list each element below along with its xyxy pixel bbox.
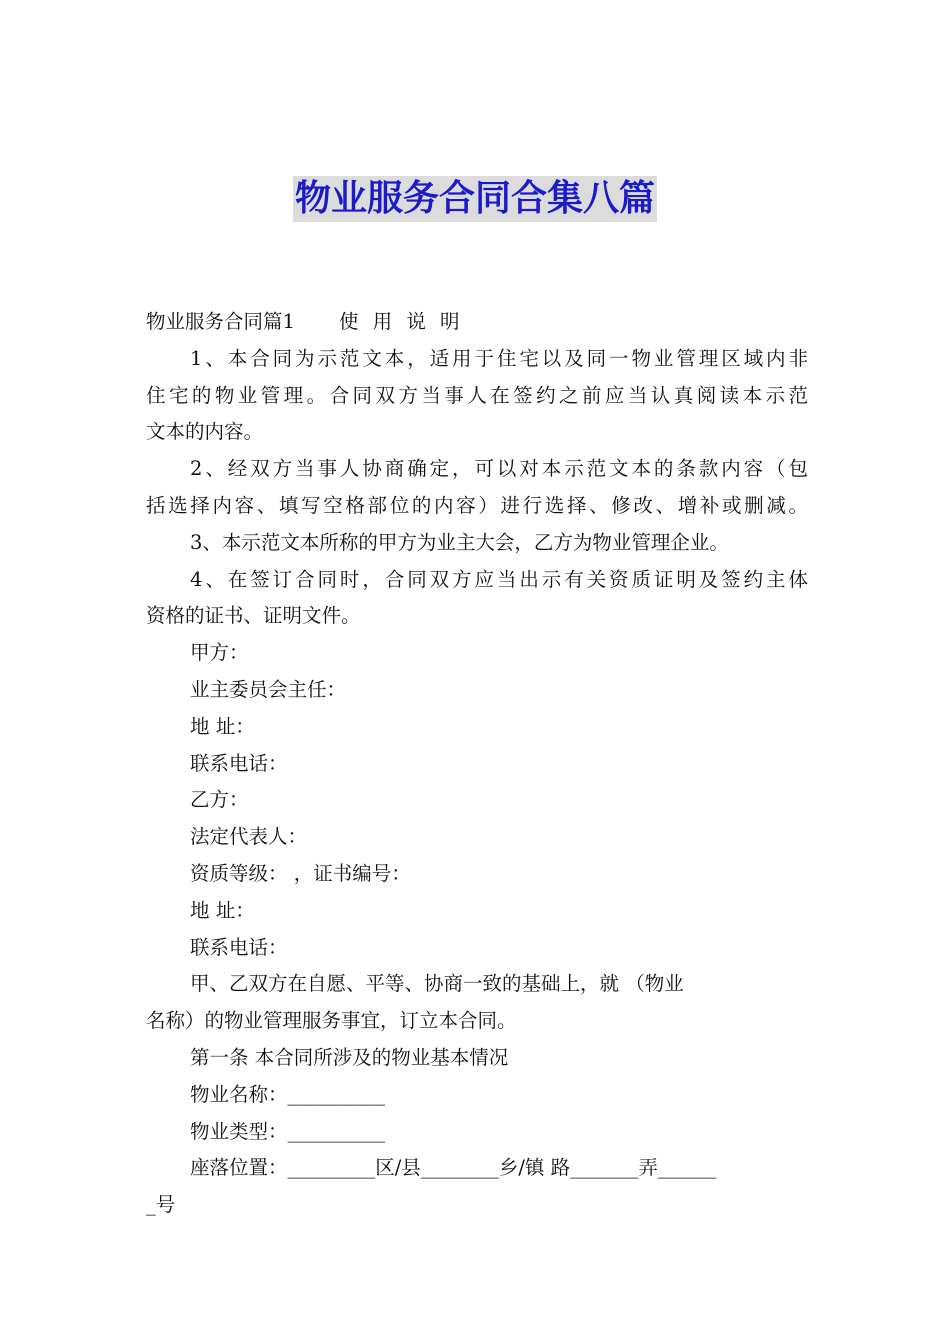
heading-part: 物业服务合同篇1 xyxy=(146,310,295,333)
paragraph-line: 业主委员会主任： xyxy=(190,677,347,701)
paragraph-line: _号 xyxy=(146,1193,176,1217)
paragraph-line: 地 址： xyxy=(190,898,255,922)
paragraph-line: 法定代表人： xyxy=(190,825,308,849)
paragraph-line: 2、经双方当事人协商确定，可以对本示范文本的条款内容（包 xyxy=(190,457,808,481)
paragraph-line: 1、本合同为示范文本，适用于住宅以及同一物业管理区域内非 xyxy=(190,346,808,370)
paragraph-line: 物业名称：__________ xyxy=(190,1082,386,1106)
paragraph-line: 物业类型：__________ xyxy=(190,1119,386,1143)
paragraph-line: 甲、乙双方在自愿、平等、协商一致的基础上，就 （物业 xyxy=(190,972,684,996)
paragraph-line: 第一条 本合同所涉及的物业基本情况 xyxy=(190,1045,509,1069)
paragraph-line: 座落位置：_________区/县________乡/镇 路_______弄______ xyxy=(190,1156,717,1180)
paragraph-line: 3、本示范文本所称的甲方为业主大会，乙方为物业管理企业。 xyxy=(190,530,729,554)
paragraph-line: 联系电话： xyxy=(190,935,288,959)
heading-section: 使 用 说 明 xyxy=(338,310,464,333)
heading-line xyxy=(146,304,808,341)
paragraph-line: 4、在签订合同时，合同双方应当出示有关资质证明及签约主体 xyxy=(190,567,808,591)
title-wrap xyxy=(0,176,950,222)
paragraph-line: 资格的证书、证明文件。 xyxy=(146,604,361,628)
paragraph-line: 括选择内容、填写空格部位的内容）进行选择、修改、增补或删减。 xyxy=(146,493,808,517)
paragraph-line: 资质等级： ，证书编号： xyxy=(190,861,411,885)
paragraph-line: 地 址： xyxy=(190,714,255,738)
document-body xyxy=(146,304,808,1224)
paragraph-line: 文本的内容。 xyxy=(146,420,264,444)
paragraph-line: 甲方： xyxy=(190,641,249,665)
paragraph-line: 乙方： xyxy=(190,788,249,812)
document-title: 物业服务合同合集八篇 xyxy=(293,176,657,222)
paragraph-line: 联系电话： xyxy=(190,751,288,775)
paragraph-line: 名称）的物业管理服务事宜，订立本合同。 xyxy=(146,1009,517,1033)
paragraph-line: 住宅的物业管理。合同双方当事人在签约之前应当认真阅读本示范 xyxy=(146,383,808,407)
